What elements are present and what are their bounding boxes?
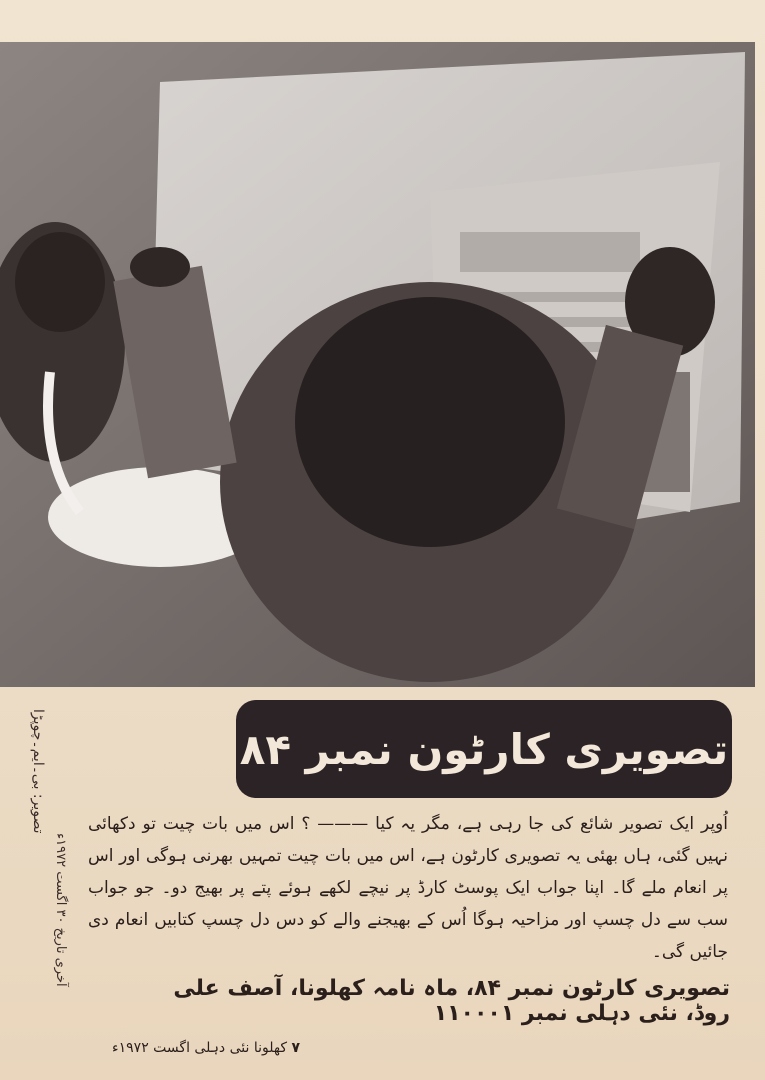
cartoon-photo	[0, 42, 755, 687]
title-banner	[236, 700, 732, 798]
description-paragraph: اُوپر ایک تصویر شائع کی جا رہی ہے، مگر یہ کیا ——— ؟ اس میں بات چیت تو دکھائی نہیں گئی، ہاں بھئی یہ تصویری کارٹون ہے، اس میں بات چیت تمہیں بھرنی ہوگی اور اس پر انعام ملے گا۔ اپنا جواب ایک پوسٹ کارڈ پر نیچے لکھے ہوئے پتے پر بھیج دو۔ جو جواب سب سے دل چسپ اور مزاحیہ ہوگا اُس کے بھیجنے والے کو دس دل چسپ کتابیں انعام دی جائیں گی۔	[88, 814, 728, 962]
last-date-note: آخری تاریخ ۳۰ اگست ۱۹۷۲ء	[53, 833, 68, 987]
page-number: ۷	[291, 1040, 300, 1056]
photo-credit: تصویر: بی۔ایم۔چوپڑا	[30, 708, 46, 834]
contest-description	[88, 808, 728, 968]
contest-address: تصویری کارٹون نمبر ۸۴، ماہ نامہ کھلونا، آصف علی روڈ، نئی دہلی نمبر ۱۱۰۰۰۱	[173, 976, 730, 1026]
footer-text: کھلونا نئی دہلی اگست ۱۹۷۲ء	[112, 1040, 287, 1056]
page-footer	[40, 1040, 300, 1064]
photo-illustration	[0, 42, 755, 687]
banner-title: تصویری کارٹون نمبر ۸۴	[239, 724, 729, 774]
